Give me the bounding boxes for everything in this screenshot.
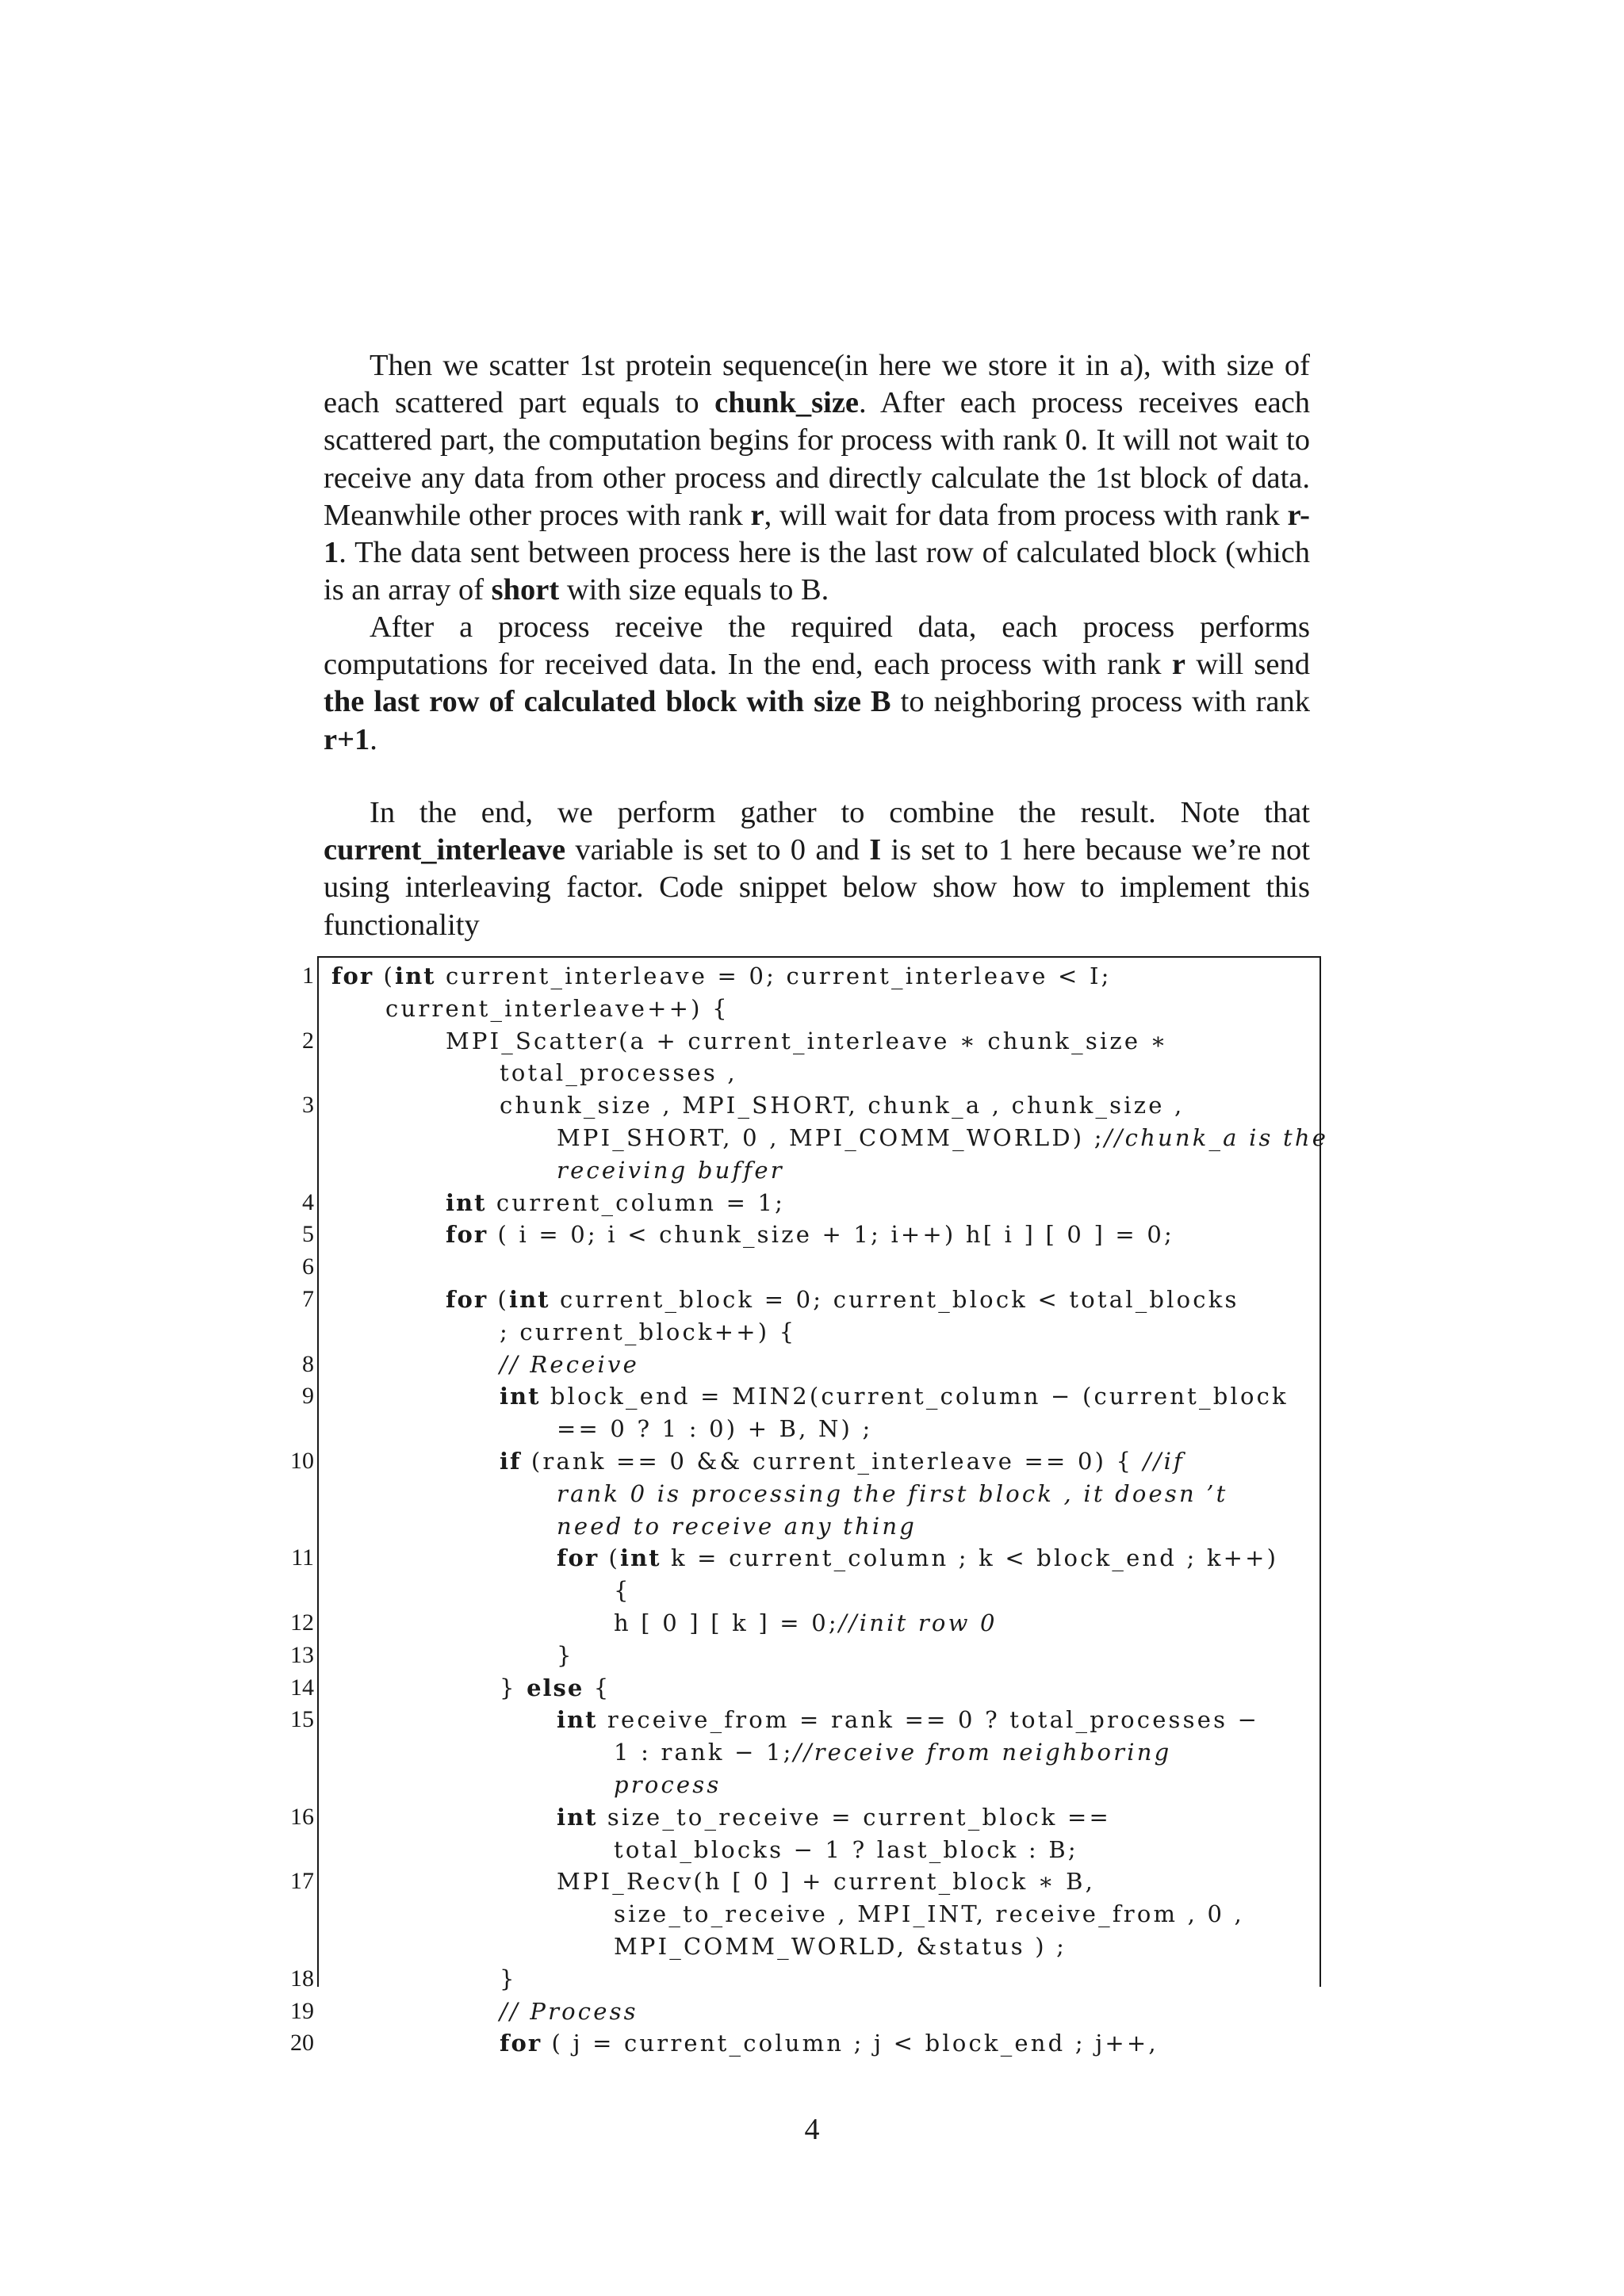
code-row <box>500 1090 1184 1120</box>
paragraph-3 <box>324 794 1310 944</box>
code-row <box>446 1284 1239 1314</box>
code-row <box>557 1155 784 1185</box>
code-text: total_blocks − 1 ? last_block : B; <box>614 1835 1078 1863</box>
text-run: to neighboring process with rank <box>891 685 1311 719</box>
code-text: MPI_Recv(h [ 0 ] + current_block ∗ B, <box>557 1868 1096 1896</box>
code-keyword: int <box>500 1383 541 1410</box>
code-row <box>500 1673 611 1703</box>
text-run: . The data sent between process here is the last row of calculated block (which is an array of <box>324 536 1310 607</box>
code-text: size_to_receive , MPI_INT, receive_from , 0 , <box>614 1900 1244 1928</box>
bold-term: r <box>1171 648 1185 682</box>
bold-term: I <box>869 833 882 867</box>
code-row <box>500 1964 517 1994</box>
code-row <box>614 1737 1171 1767</box>
bold-term: short <box>491 573 560 607</box>
line-number: 13 <box>290 1641 314 1668</box>
text-run: In the end, we perform gather to combine the result. Note that <box>370 796 1310 829</box>
line-number: 9 <box>302 1383 314 1410</box>
code-row <box>614 1575 631 1605</box>
code-keyword: int <box>446 1188 487 1216</box>
code-row <box>557 1543 1278 1573</box>
code-row <box>557 1640 574 1670</box>
line-number: 18 <box>290 1965 314 1992</box>
code-keyword: int <box>557 1706 598 1734</box>
code-row <box>446 1219 1174 1249</box>
paragraph-2 <box>324 609 1310 759</box>
code-keyword: if <box>500 1448 522 1475</box>
code-row <box>331 961 1112 991</box>
code-row <box>614 1770 721 1800</box>
line-number: 3 <box>302 1092 314 1119</box>
text-run: is set to 1 here because we’re not using interleaving factor. Code snippet below show how to implement this functionality <box>324 833 1310 942</box>
code-text: size_to_receive = current_block == <box>597 1803 1111 1831</box>
code-comment: //chunk_a is the <box>1104 1124 1329 1151</box>
line-number: 7 <box>302 1286 314 1312</box>
text-run: . After each process receives each scattered part, the computation begins for process with rank 0. It will not wait to receive any data from other process and directly calculate the 1st block of data. Meanwhile other proces with rank <box>324 386 1310 532</box>
code-text: { <box>614 1577 631 1605</box>
code-comment: //if <box>1143 1448 1185 1475</box>
code-row <box>557 1414 872 1444</box>
code-text: total_processes , <box>500 1059 737 1087</box>
code-text: { <box>584 1674 611 1701</box>
code-text: 1 : rank − 1; <box>614 1739 794 1766</box>
text-run: , will wait for data from process with rank <box>764 498 1288 532</box>
code-text: ( <box>373 962 396 989</box>
code-text: MPI_Scatter(a + current_interleave ∗ chunk_size ∗ <box>446 1027 1169 1054</box>
code-keyword: int <box>395 962 436 989</box>
code-keyword: int <box>620 1544 661 1572</box>
bold-term: the last row of calculated block with size B <box>324 685 891 719</box>
text-run: . <box>370 722 377 756</box>
text-run: variable is set to 0 and <box>565 833 870 867</box>
code-row <box>557 1866 1095 1896</box>
code-text: k = current_column ; k < block_end ; k++) <box>661 1544 1279 1572</box>
code-text: current_column = 1; <box>486 1188 786 1216</box>
line-number: 1 <box>302 962 314 989</box>
line-number: 8 <box>302 1350 314 1377</box>
line-number: 6 <box>302 1253 314 1280</box>
line-number: 2 <box>302 1027 314 1054</box>
code-row <box>500 1996 638 2026</box>
text-run: with size equals to B. <box>559 573 829 607</box>
code-row <box>500 1381 1289 1411</box>
code-row <box>446 1188 785 1218</box>
code-keyword: for <box>557 1544 599 1572</box>
code-row <box>500 1349 639 1380</box>
code-comment: // Receive <box>500 1350 639 1378</box>
code-text: block_end = MIN2(current_column − (current_block <box>540 1383 1289 1410</box>
line-number: 19 <box>290 1997 314 2024</box>
code-text: } <box>557 1641 574 1669</box>
code-text: ; current_block++) { <box>500 1318 797 1345</box>
line-number: 20 <box>290 2030 314 2057</box>
line-number: 17 <box>290 1868 314 1895</box>
code-row <box>614 1931 1067 1961</box>
code-text: } <box>500 1965 517 1992</box>
code-text: ( <box>599 1544 621 1572</box>
code-text: current_block = 0; current_block < total_blocks <box>550 1286 1239 1313</box>
code-row <box>500 1058 737 1088</box>
code-keyword: else <box>527 1674 584 1701</box>
code-comment: need to receive any thing <box>557 1512 917 1540</box>
paragraph-1 <box>324 347 1310 609</box>
line-number: 14 <box>290 1674 314 1701</box>
code-row <box>446 1026 1169 1056</box>
code-text: chunk_size , MPI_SHORT, chunk_a , chunk_size , <box>500 1092 1185 1119</box>
code-text: current_interleave = 0; current_interleave < I; <box>435 962 1112 989</box>
line-number: 4 <box>302 1188 314 1215</box>
code-keyword: int <box>509 1286 550 1313</box>
code-row <box>557 1479 1228 1509</box>
code-row <box>614 1835 1078 1865</box>
code-text: MPI_COMM_WORLD, &status ) ; <box>614 1933 1067 1960</box>
code-keyword: int <box>557 1803 598 1831</box>
code-text: ( i = 0; i < chunk_size + 1; i++) h[ i ] [ 0 ] = 0; <box>488 1221 1174 1249</box>
code-text: MPI_SHORT, 0 , MPI_COMM_WORLD) ; <box>557 1124 1105 1151</box>
code-text: receive_from = rank == 0 ? total_processes − <box>597 1706 1260 1734</box>
bold-term: current_interleave <box>324 833 566 867</box>
line-number: 15 <box>290 1706 314 1733</box>
code-keyword: for <box>446 1221 488 1249</box>
code-text: == 0 ? 1 : 0) + B, N) ; <box>557 1415 873 1443</box>
code-comment: receiving buffer <box>557 1156 784 1184</box>
code-row <box>500 1317 796 1347</box>
code-row <box>385 993 730 1024</box>
text-run: will send <box>1185 648 1311 682</box>
line-number: 12 <box>290 1609 314 1636</box>
code-keyword: for <box>500 2030 542 2057</box>
page-number: 4 <box>804 2113 820 2146</box>
bold-term: r-1 <box>324 498 1310 570</box>
code-row <box>557 1123 1328 1153</box>
code-row <box>500 2028 1159 2058</box>
code-row <box>614 1899 1244 1929</box>
line-number: 16 <box>290 1803 314 1830</box>
bold-term: chunk_size <box>714 386 859 420</box>
code-keyword: for <box>331 962 374 989</box>
code-comment: // Process <box>500 1997 638 2025</box>
code-text: h [ 0 ] [ k ] = 0; <box>614 1609 839 1636</box>
code-text: ( j = current_column ; j < block_end ; j++, <box>542 2030 1159 2057</box>
code-keyword: for <box>446 1286 488 1313</box>
code-row <box>557 1705 1259 1735</box>
code-text: (rank == 0 && current_interleave == 0) { <box>521 1448 1143 1475</box>
bold-term: r+1 <box>324 722 370 756</box>
code-row <box>557 1802 1111 1832</box>
line-number: 5 <box>302 1221 314 1248</box>
text-run: Then we scatter 1st protein sequence(in here we store it in a), with size of each scattered part equals to <box>324 349 1310 420</box>
code-text: } <box>500 1674 527 1701</box>
code-listing <box>290 956 1329 2057</box>
code-comment: //init row 0 <box>838 1609 998 1636</box>
code-text: current_interleave++) { <box>385 994 730 1022</box>
code-text: ( <box>488 1286 510 1313</box>
code-row <box>500 1446 1185 1476</box>
code-comment: process <box>614 1771 722 1798</box>
code-row <box>614 1608 998 1638</box>
line-number: 10 <box>290 1448 314 1474</box>
code-comment: rank 0 is processing the first block , it doesn ’t <box>557 1479 1228 1507</box>
code-comment: //receive from neighboring <box>793 1739 1172 1766</box>
code-row <box>557 1511 917 1541</box>
text-run: After a process receive the required data, each process performs computations for received data. In the end, each process with rank <box>324 610 1310 682</box>
bold-term: r <box>750 498 764 532</box>
line-number: 11 <box>291 1544 314 1571</box>
